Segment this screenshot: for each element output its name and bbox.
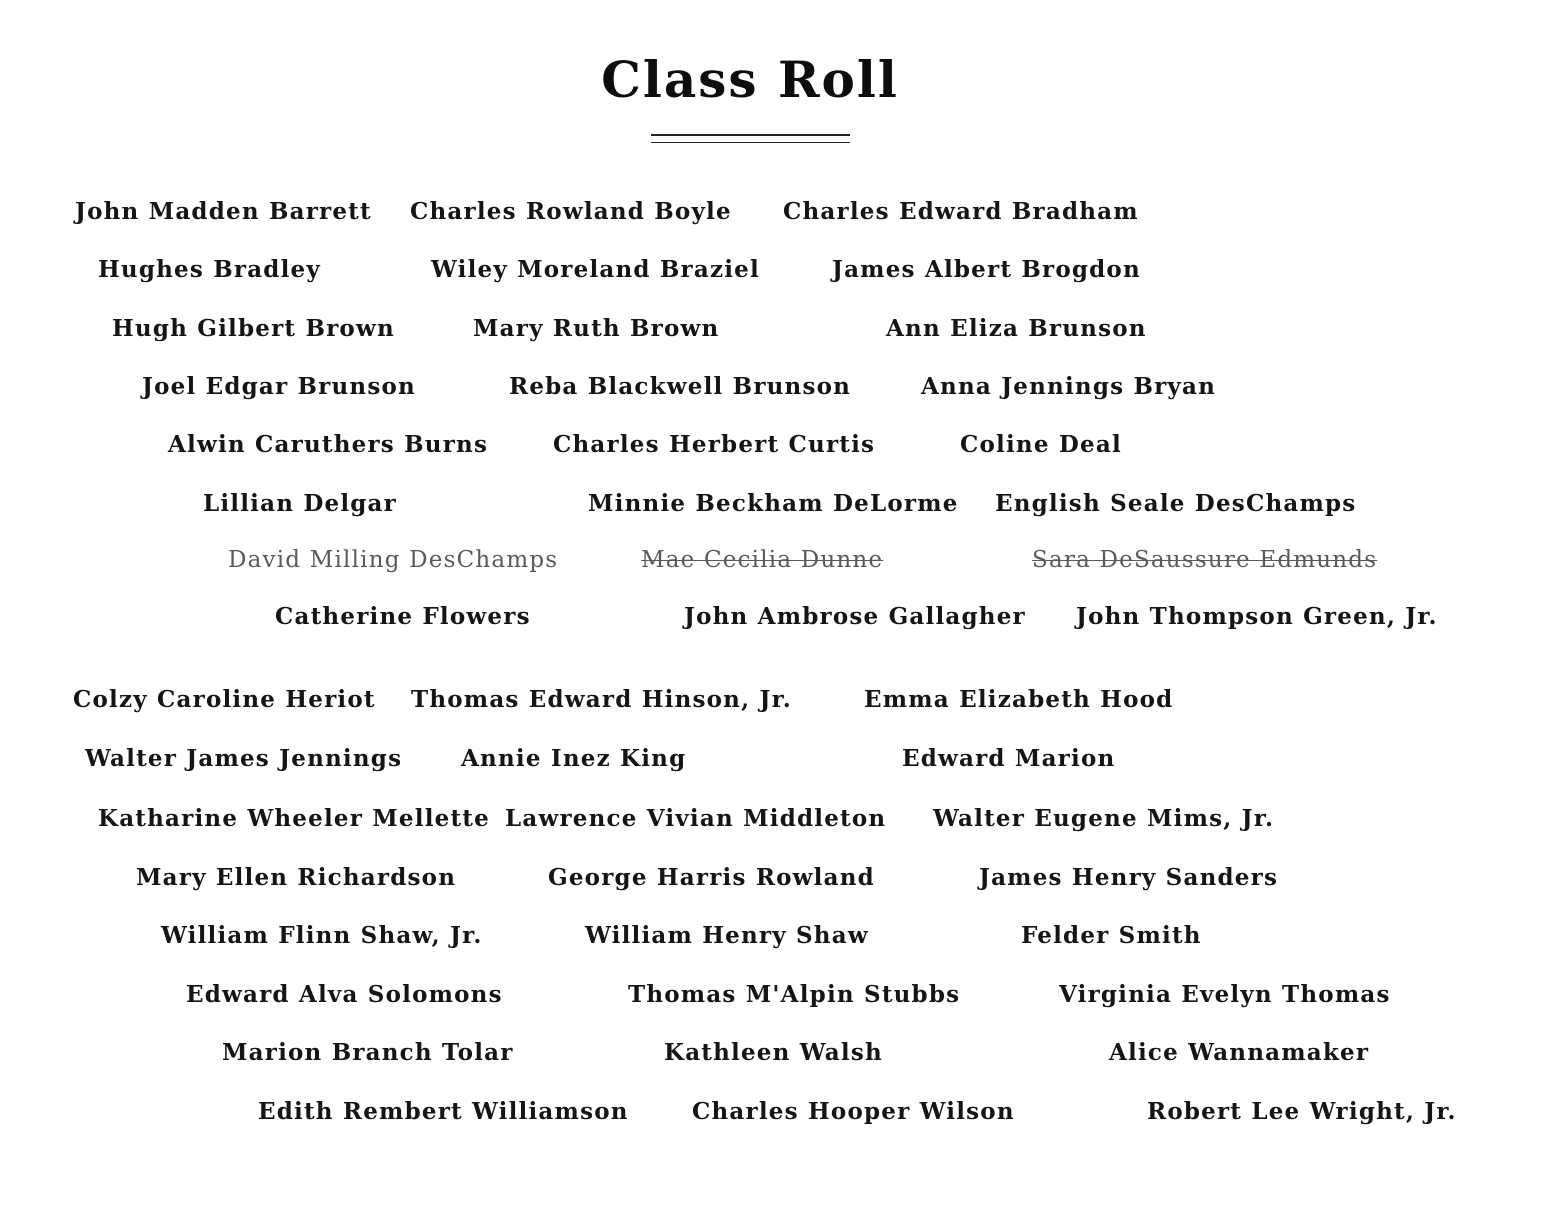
class-member-name: Hughes Bradley: [98, 256, 321, 283]
class-member-name: Charles Hooper Wilson: [692, 1098, 1015, 1125]
class-member-name: Emma Elizabeth Hood: [864, 686, 1174, 713]
class-member-name: Robert Lee Wright, Jr.: [1147, 1098, 1457, 1125]
class-member-name: Virginia Evelyn Thomas: [1059, 981, 1391, 1008]
class-member-name: Edward Alva Solomons: [186, 981, 503, 1008]
class-member-name: Coline Deal: [960, 431, 1122, 458]
class-member-name: English Seale DesChamps: [995, 490, 1357, 517]
class-member-name: Edith Rembert Williamson: [258, 1098, 629, 1125]
class-member-name: Kathleen Walsh: [664, 1039, 883, 1066]
class-member-name: John Madden Barrett: [75, 198, 372, 225]
class-member-name: Lawrence Vivian Middleton: [505, 805, 887, 832]
class-member-name: Thomas M'Alpin Stubbs: [628, 981, 961, 1008]
class-member-name: Mae Cecilia Dunne: [641, 547, 884, 573]
class-member-name: James Albert Brogdon: [832, 256, 1141, 283]
class-member-name: Ann Eliza Brunson: [886, 315, 1147, 342]
class-member-name: James Henry Sanders: [979, 864, 1279, 891]
class-member-name: Marion Branch Tolar: [222, 1039, 514, 1066]
class-member-name: Sara DeSaussure Edmunds: [1032, 547, 1378, 573]
class-member-name: John Ambrose Gallagher: [684, 603, 1026, 630]
class-member-name: George Harris Rowland: [548, 864, 875, 891]
title-rule-bottom: [651, 142, 850, 143]
class-member-name: Felder Smith: [1021, 922, 1202, 949]
class-member-name: Catherine Flowers: [275, 603, 531, 630]
class-member-name: Annie Inez King: [461, 745, 687, 772]
class-member-name: Mary Ruth Brown: [473, 315, 720, 342]
title-rule-top: [651, 134, 850, 136]
class-member-name: Lillian Delgar: [203, 490, 397, 517]
class-member-name: Anna Jennings Bryan: [921, 373, 1217, 400]
class-member-name: Katharine Wheeler Mellette: [98, 805, 490, 832]
class-member-name: Wiley Moreland Braziel: [431, 256, 760, 283]
class-member-name: William Flinn Shaw, Jr.: [161, 922, 483, 949]
class-member-name: John Thompson Green, Jr.: [1076, 603, 1438, 630]
class-member-name: Alwin Caruthers Burns: [168, 431, 489, 458]
class-member-name: Thomas Edward Hinson, Jr.: [411, 686, 793, 713]
class-member-name: Charles Rowland Boyle: [410, 198, 732, 225]
class-member-name: Walter James Jennings: [85, 745, 403, 772]
class-member-name: Colzy Caroline Heriot: [73, 686, 376, 713]
class-member-name: William Henry Shaw: [585, 922, 869, 949]
class-member-name: Alice Wannamaker: [1109, 1039, 1370, 1066]
class-member-name: Reba Blackwell Brunson: [509, 373, 852, 400]
class-member-name: Edward Marion: [902, 745, 1116, 772]
class-member-name: Walter Eugene Mims, Jr.: [933, 805, 1275, 832]
class-member-name: Hugh Gilbert Brown: [112, 315, 395, 342]
class-member-name: Charles Edward Bradham: [783, 198, 1139, 225]
page-title: Class Roll: [601, 50, 899, 109]
class-member-name: Charles Herbert Curtis: [553, 431, 876, 458]
class-member-name: Minnie Beckham DeLorme: [588, 490, 959, 517]
class-member-name: David Milling DesChamps: [228, 547, 559, 573]
class-member-name: Joel Edgar Brunson: [142, 373, 416, 400]
class-member-name: Mary Ellen Richardson: [136, 864, 457, 891]
